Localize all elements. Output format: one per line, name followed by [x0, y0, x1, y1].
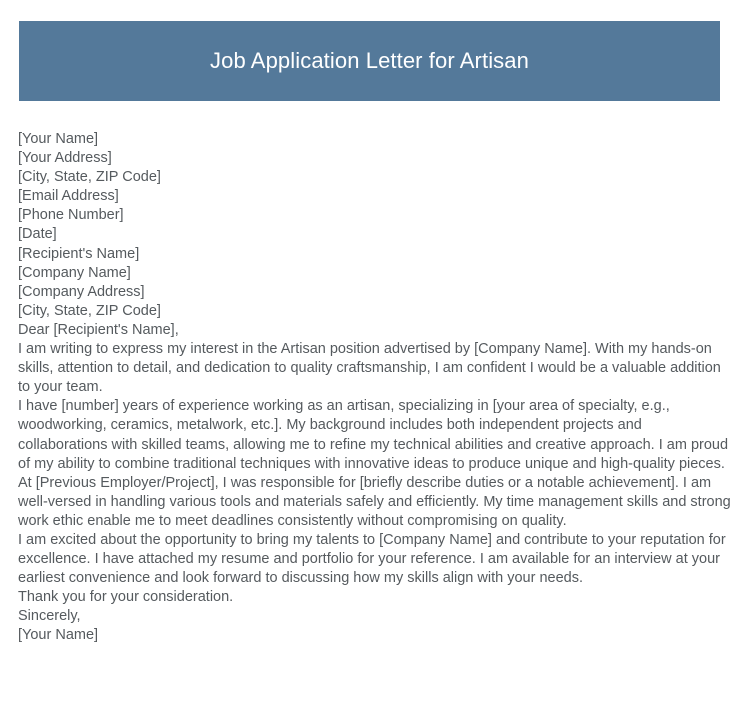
letter-body [18, 130, 732, 646]
recipient-address-block [18, 245, 732, 321]
recipient-name-line: [Recipient's Name] [18, 245, 140, 262]
sender-address-line: [Your Address] [18, 150, 112, 167]
body-paragraph-2: I have [number] years of experience working as an artisan, specializing in [your area of specialty, e.g., woodworking, ceramics, metalwork, etc.]. My background includes both independent projects and collaborations with skilled teams, allowing me to refine my technical abilities and creative approach. I am proud of my ability to combine traditional techniques with innovative ideas to produce unique and high-quality pieces. [18, 398, 729, 472]
page-title: Job Application Letter for Artisan [210, 47, 529, 73]
sender-address-block [18, 130, 732, 225]
closing-thanks-line: Thank you for your consideration. [18, 589, 234, 606]
closing-salutation-line: Sincerely, [18, 608, 81, 625]
sender-phone-line: [Phone Number] [18, 207, 124, 224]
sender-city-state-zip-line: [City, State, ZIP Code] [18, 169, 161, 186]
salutation-line: Dear [Recipient's Name], [18, 321, 179, 338]
body-paragraph-4: I am excited about the opportunity to bring my talents to [Company Name] and contribute to your reputation for excellence. I have attached my resume and portfolio for your reference. I am available for an interview at your earliest convenience and look forward to discussing how my skills align with your needs. [18, 531, 726, 587]
date-line: [Date] [18, 226, 57, 243]
signature-name-line: [Your Name] [18, 627, 99, 644]
recipient-company-line: [Company Name] [18, 264, 131, 281]
body-paragraph-3: At [Previous Employer/Project], I was responsible for [briefly describe duties or a notable achievement]. I am well-versed in handling various tools and materials safely and efficiently. My time management skills and strong work ethic enable me to meet deadlines consistently without compromising on quality. [18, 474, 731, 529]
document-header-banner [19, 21, 720, 101]
body-paragraph-1: I am writing to express my interest in the Artisan position advertised by [Company Name]. With my hands-on skills, attention to detail, and dedication to quality craftsmanship, I am confident I would be a valuable addition to your team. [18, 341, 721, 396]
recipient-company-address-line: [Company Address] [18, 283, 145, 300]
recipient-city-state-zip-line: [City, State, ZIP Code] [18, 302, 161, 319]
sender-email-line: [Email Address] [18, 188, 119, 205]
sender-name-line: [Your Name] [18, 131, 99, 147]
